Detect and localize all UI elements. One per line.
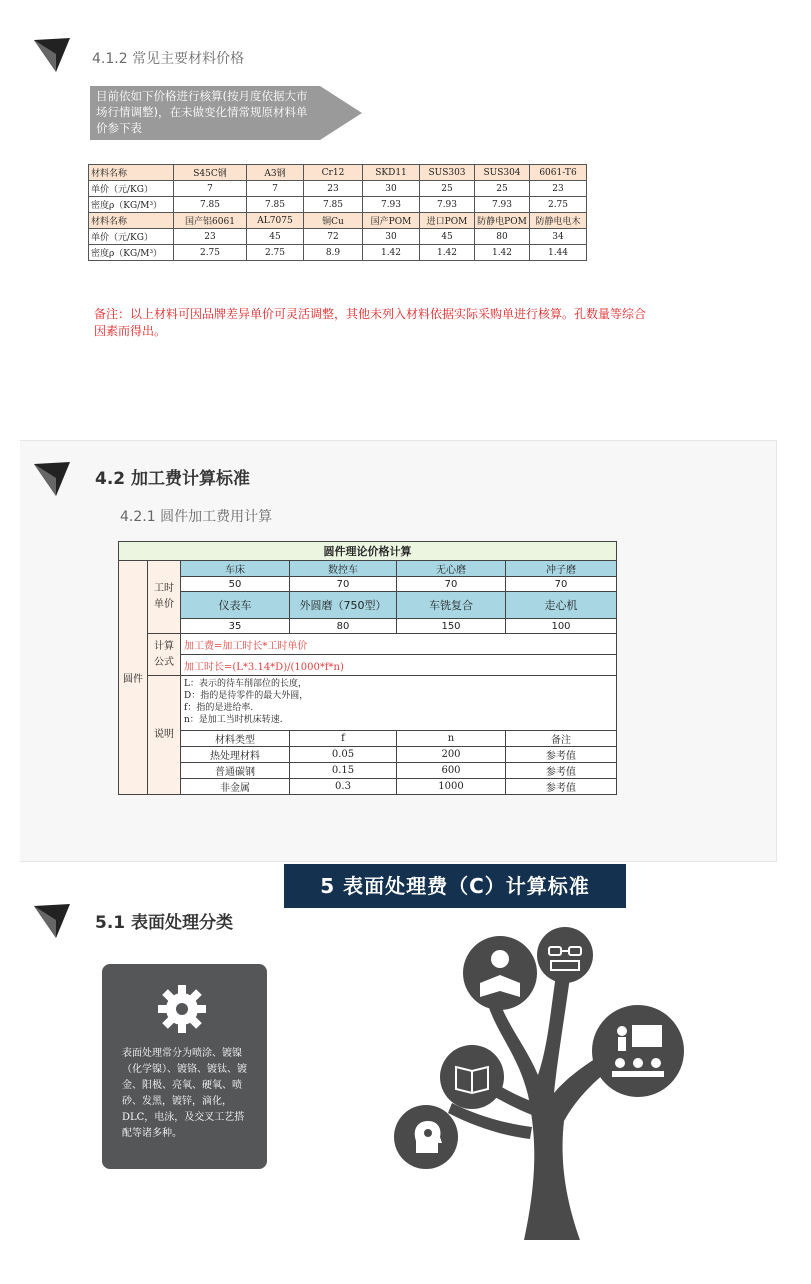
rate-value: 100	[506, 619, 617, 634]
rate-value: 50	[181, 577, 290, 592]
rate-value: 70	[506, 577, 617, 592]
table-row	[89, 245, 587, 261]
table-row	[89, 181, 587, 197]
table-cell: 8.9	[304, 245, 363, 261]
table-cell: 7.93	[475, 197, 530, 213]
table-cell: Cr12	[304, 165, 363, 181]
knowledge-tree-icon	[388, 925, 688, 1245]
table-cell: 2.75	[247, 245, 304, 261]
table-row	[119, 619, 617, 634]
table-cell: AL7075	[247, 213, 304, 229]
table-cell: 2.75	[174, 245, 247, 261]
table-row	[119, 676, 617, 731]
machine-name: 走心机	[506, 592, 617, 619]
machine-name: 车床	[181, 561, 290, 577]
table-cell: 7.93	[363, 197, 420, 213]
table-cell: 7.85	[174, 197, 247, 213]
table-cell: 23	[304, 181, 363, 197]
table-cell: 国产铝6061	[174, 213, 247, 229]
card-text: 表面处理常分为喷涂、镀镍（化学镍）、镀铬、镀钛、镀金、阳极、亮氧、硬氧、喷砂、发黑，镀锌，滴化，DLC，电泳，及交叉工艺搭配等诸多种。	[122, 1048, 247, 1139]
arrow-marker-icon	[32, 458, 72, 498]
formula-label: 计算公式	[148, 634, 181, 676]
table-cell: A3钢	[247, 165, 304, 181]
price-callout	[90, 86, 362, 140]
table-cell: 进口POM	[420, 213, 475, 229]
rate-value: 70	[290, 577, 397, 592]
machine-name: 外圆磨（750型）	[290, 592, 397, 619]
table-cell: 45	[247, 229, 304, 245]
mat-cell: 参考值	[506, 779, 617, 795]
table-cell: 1.42	[363, 245, 420, 261]
table-cell: 7.93	[420, 197, 475, 213]
table-cell: 45	[420, 229, 475, 245]
table-row	[119, 655, 617, 676]
machine-name: 数控车	[290, 561, 397, 577]
table-row	[119, 592, 617, 619]
section-heading-4-2-1: 4.2.1 圆件加工费用计算	[120, 509, 273, 525]
table-cell: 72	[304, 229, 363, 245]
mat-cell: 热处理材料	[181, 747, 290, 763]
section-heading-4-1-2: 4.1.2 常见主要材料价格	[92, 51, 245, 67]
table-row	[89, 197, 587, 213]
table-row	[119, 763, 617, 779]
mat-cell: 0.3	[290, 779, 397, 795]
mat-header: n	[397, 731, 506, 747]
table-cell: 防静电POM	[475, 213, 530, 229]
arrow-marker-icon	[32, 900, 72, 940]
table-row	[89, 229, 587, 245]
table-cell: 25	[420, 181, 475, 197]
surface-treatment-card	[102, 964, 267, 1169]
table-cell: 密度ρ（KG/M³）	[89, 197, 174, 213]
machine-name: 车铣复合	[397, 592, 506, 619]
table-cell: SUS304	[475, 165, 530, 181]
formula-line: 加工费=加工时长*工时单价	[181, 634, 617, 655]
table-cell: SUS303	[420, 165, 475, 181]
explain-line: D：指的是待零件的最大外圆，	[184, 691, 309, 701]
glasses-book-icon	[537, 927, 593, 983]
round-part-price-table	[118, 541, 617, 795]
explain-line: L：表示的待车削部位的长度，	[184, 679, 307, 689]
table-cell: 单价（元/KG）	[89, 181, 174, 197]
table-cell: 国产POM	[363, 213, 420, 229]
rate-value: 80	[290, 619, 397, 634]
table-row	[119, 561, 617, 577]
table-cell: 7.85	[247, 197, 304, 213]
table-cell: 2.75	[530, 197, 587, 213]
rate-value: 150	[397, 619, 506, 634]
table-row	[89, 165, 587, 181]
reader-icon	[463, 936, 537, 1010]
material-price-table	[88, 164, 587, 261]
table-row	[119, 634, 617, 655]
mat-cell: 普通碳钢	[181, 763, 290, 779]
mat-cell: 参考值	[506, 747, 617, 763]
banner-title: 5 表面处理费（C）计算标准	[320, 874, 590, 898]
table-cell: SKD11	[363, 165, 420, 181]
table-cell: 6061-T6	[530, 165, 587, 181]
gear-icon	[155, 982, 209, 1036]
table-cell: 7	[247, 181, 304, 197]
table-cell: 80	[475, 229, 530, 245]
section-heading-5-1: 5.1 表面处理分类	[95, 913, 234, 933]
table-title: 圆件理论价格计算	[119, 542, 617, 561]
table-row	[119, 731, 617, 747]
table-cell: 30	[363, 181, 420, 197]
mat-cell: 0.15	[290, 763, 397, 779]
mat-header: f	[290, 731, 397, 747]
section-heading-4-2: 4.2 加工费计算标准	[95, 469, 251, 489]
rate-value: 35	[181, 619, 290, 634]
table-cell: 7	[174, 181, 247, 197]
machine-name: 冲子磨	[506, 561, 617, 577]
explain-label: 说明	[148, 676, 181, 795]
table-cell: 1.44	[530, 245, 587, 261]
table-cell: 30	[363, 229, 420, 245]
mat-cell: 非金属	[181, 779, 290, 795]
table-cell: 防静电电木	[530, 213, 587, 229]
table-cell: 材料名称	[89, 165, 174, 181]
table-row	[89, 213, 587, 229]
mat-cell: 200	[397, 747, 506, 763]
mat-header: 备注	[506, 731, 617, 747]
mat-cell: 600	[397, 763, 506, 779]
section-5-banner	[284, 864, 626, 908]
table-cell: 单价（元/KG）	[89, 229, 174, 245]
rate-value: 70	[397, 577, 506, 592]
explain-line: f：指的是进给率.	[184, 703, 254, 713]
machine-name: 无心磨	[397, 561, 506, 577]
mat-header: 材料类型	[181, 731, 290, 747]
arrow-marker-icon	[32, 34, 72, 74]
mat-cell: 0.05	[290, 747, 397, 763]
table-row	[119, 577, 617, 592]
table-cell: 7.85	[304, 197, 363, 213]
hourly-rate-label: 工时单价	[148, 561, 181, 634]
table-cell: 铜Cu	[304, 213, 363, 229]
table-row	[119, 779, 617, 795]
explain-line: n：是加工当时机床转速.	[184, 715, 283, 725]
table-cell: 1.42	[475, 245, 530, 261]
explain-text	[181, 676, 617, 731]
table-cell: S45C钢	[174, 165, 247, 181]
formula-line: 加工时长=(L*3.14*D)/(1000*f*n)	[181, 655, 617, 676]
table-cell: 密度ρ（KG/M³）	[89, 245, 174, 261]
machine-name: 仪表车	[181, 592, 290, 619]
part-label: 圆件	[119, 561, 148, 795]
table-cell: 1.42	[420, 245, 475, 261]
table-cell: 25	[475, 181, 530, 197]
table-row	[119, 747, 617, 763]
table-cell: 34	[530, 229, 587, 245]
remark-note: 备注：以上材料可因品牌差异单价可灵活调整，其他未列入材料依据实际采购单进行核算。孔数量等综合因素而得出。	[94, 307, 647, 338]
mat-cell: 1000	[397, 779, 506, 795]
table-cell: 材料名称	[89, 213, 174, 229]
callout-text: 目前依如下价格进行核算(按月度依据大市场行情调整)，在未做变化情常规原材料单价参下表	[96, 89, 308, 135]
table-row	[119, 542, 617, 561]
table-cell: 23	[530, 181, 587, 197]
mat-cell: 参考值	[506, 763, 617, 779]
teacher-icon	[592, 1005, 684, 1097]
table-cell: 23	[174, 229, 247, 245]
